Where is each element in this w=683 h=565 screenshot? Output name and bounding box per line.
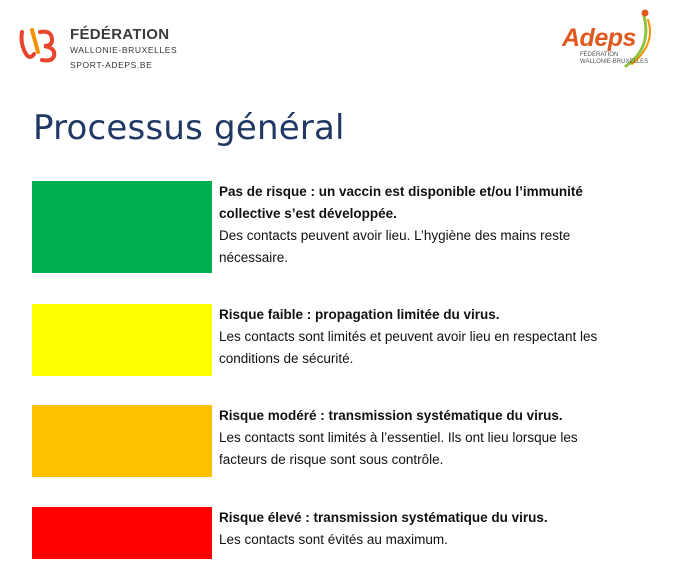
federation-wallonie-bruxelles-logo (18, 22, 178, 74)
risk-description-line: facteurs de risque sont sous contrôle. (219, 452, 444, 467)
risk-level-text (219, 405, 659, 471)
risk-description-line: conditions de sécurité. (219, 351, 354, 366)
risk-description-line: nécessaire. (219, 250, 289, 265)
adeps-logo (560, 8, 660, 70)
fwb-title: FÉDÉRATION (70, 26, 170, 43)
risk-color-swatch (32, 405, 212, 477)
risk-color-swatch (32, 181, 212, 273)
risk-heading-line: Pas de risque : un vaccin est disponible et/ou l’immunité (219, 184, 583, 199)
adeps-wordmark: Adeps (562, 24, 636, 52)
risk-description-line: Les contacts sont limités à l’essentiel. Ils ont lieu lorsque les (219, 430, 578, 445)
risk-level-text (219, 304, 659, 370)
risk-description-line: Des contacts peuvent avoir lieu. L’hygiène des mains reste (219, 228, 571, 243)
risk-heading-line: collective s’est développée. (219, 206, 397, 221)
risk-color-swatch (32, 304, 212, 376)
risk-heading-line: Risque élevé : transmission systématique du virus. (219, 510, 548, 525)
risk-color-swatch (32, 507, 212, 559)
fwb-subtitle: WALLONIE-BRUXELLES (70, 45, 178, 55)
page-title: Processus général (33, 108, 345, 148)
risk-heading-line: Risque modéré : transmission systématique du virus. (219, 408, 563, 423)
risk-description-line: Les contacts sont limités et peuvent avoir lieu en respectant les (219, 329, 598, 344)
adeps-sub-line1: FÉDÉRATION (580, 52, 619, 58)
fwb-url: SPORT-ADEPS.BE (70, 59, 153, 70)
adeps-sub-line2: WALLONIE-BRUXELLES (580, 59, 649, 65)
risk-level-text (219, 507, 659, 551)
adeps-subtitle (580, 52, 648, 66)
risk-level-text (219, 181, 659, 269)
risk-description-line: Les contacts sont évités au maximum. (219, 532, 448, 547)
fwb-emblem-icon (18, 24, 60, 64)
risk-heading-line: Risque faible : propagation limitée du virus. (219, 307, 500, 322)
